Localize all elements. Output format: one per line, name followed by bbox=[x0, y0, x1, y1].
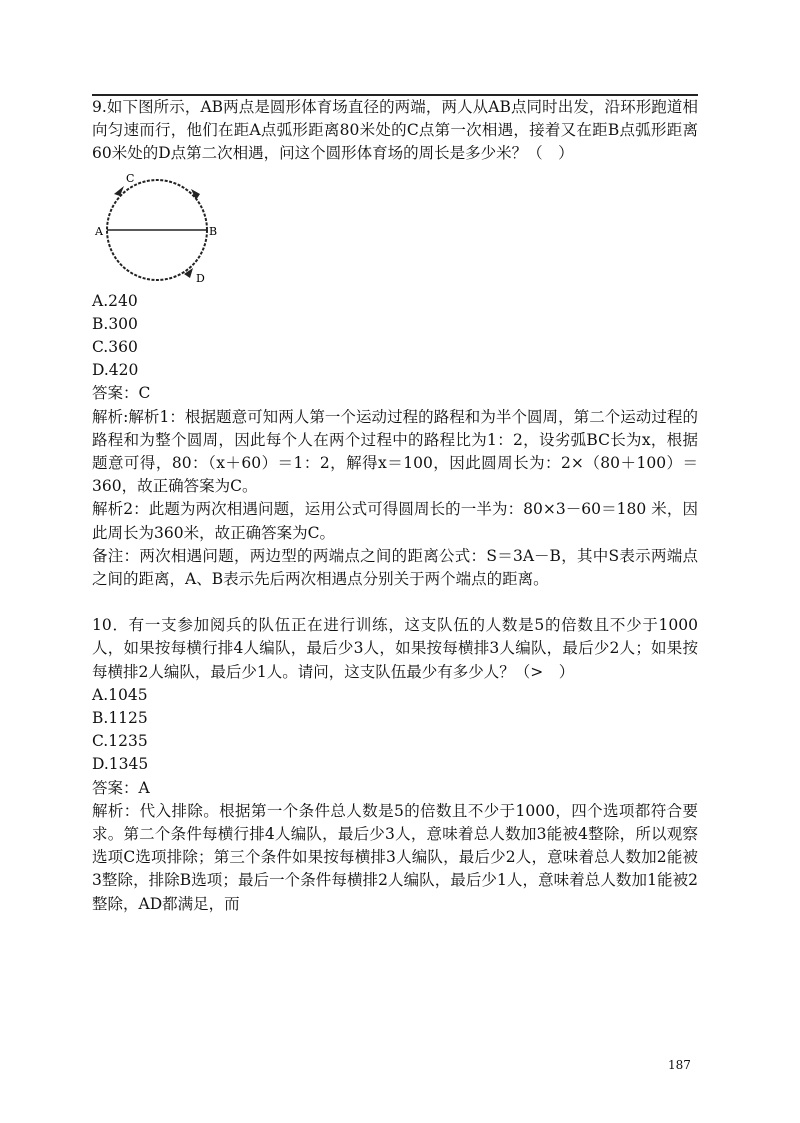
option-a: A.1045 bbox=[92, 685, 148, 704]
analysis-1: 解析:解析1：根据题意可知两人第一个运动过程的路程和为半个圆周，第二个运动过程的路程和为整个圆周，因此每个人在两个过程中的路程比为1：2，设劣弧BC长为x，根据题意可得，80：（x＋60）＝1：2，解得x＝100，因此圆周长为：2×（80＋100）＝360，故正确答案为C。 bbox=[92, 407, 698, 496]
page-content bbox=[92, 96, 698, 916]
option-c: C.360 bbox=[92, 338, 138, 357]
question-10 bbox=[92, 614, 698, 916]
option-b: B.1125 bbox=[92, 709, 148, 728]
analysis: 解析：代入排除。根据第一个条件总人数是5的倍数且不少于1000，四个选项都符合要求。第二个条件每横行排4人编队，最后少3人，意味着总人数加3能被4整除，所以观察选项C选项排除；第三个条件如果按每横排3人编队，最后少2人，意味着总人数加2能被3整除，排除B选项；最后一个条件每横排2人编队，最后少1人，意味着总人数加1能被2整除，AD都满足，而 bbox=[92, 801, 698, 913]
option-a: A.240 bbox=[92, 291, 138, 310]
question-9 bbox=[92, 96, 698, 591]
answer: 答案：A bbox=[92, 778, 150, 797]
option-b: B.300 bbox=[92, 314, 138, 333]
question-10-stem: 10．有一支参加阅兵的队伍正在进行训练，这支队伍的人数是5的倍数且不少于1000人，如果按每横行排4人编队，最后少3人，如果按每横排3人编队，最后少2人；如果按每横排2人编队，最后少1人。请问，这支队伍最少有多少人？（> ） bbox=[92, 616, 698, 681]
label-c: C bbox=[126, 171, 135, 185]
option-d: D.420 bbox=[92, 361, 139, 380]
question-9-stem: 9.如下图所示，AB两点是圆形体育场直径的两端，两人从AB点同时出发，沿环形跑道相向匀速而行，他们在距A点弧形距离80米处的C点第一次相遇，接着又在距B点弧形距离60米处的D点第二次相遇，问这个圆形体育场的周长是多少米？（ ） bbox=[92, 98, 698, 163]
arrow-right-icon bbox=[191, 189, 200, 200]
analysis-2: 解析2：此题为两次相遇问题，运用公式可得圆周长的一半为：80×3－60＝180 米，因此周长为360米，故正确答案为C。 bbox=[92, 500, 698, 542]
page-number: 187 bbox=[668, 1058, 691, 1072]
label-d: D bbox=[196, 271, 205, 285]
circle-diagram bbox=[92, 168, 222, 288]
label-b: B bbox=[209, 224, 218, 238]
arrow-d-icon bbox=[184, 268, 193, 278]
option-d: D.1345 bbox=[92, 755, 149, 774]
arrow-c-icon bbox=[114, 186, 124, 196]
section-gap bbox=[92, 591, 698, 614]
answer: 答案：C bbox=[92, 384, 151, 403]
label-a: A bbox=[95, 224, 103, 238]
option-c: C.1235 bbox=[92, 732, 148, 751]
note: 备注：两次相遇问题，两边型的两端点之间的距离公式：S＝3A－B，其中S表示两端点之间的距离，A、B表示先后两次相遇点分别关于两个端点的距离。 bbox=[92, 546, 698, 589]
